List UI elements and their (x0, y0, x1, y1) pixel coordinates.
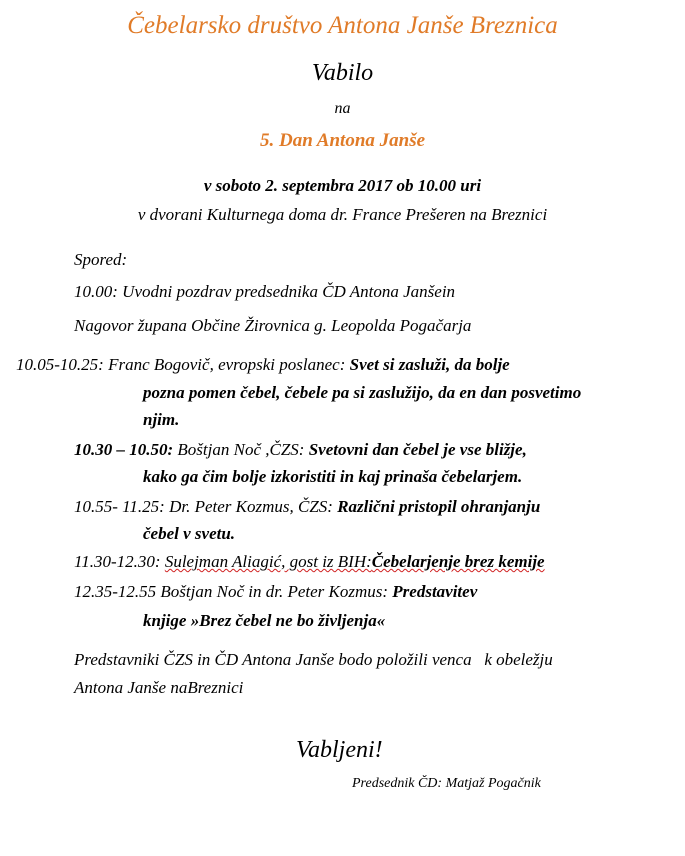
item3-title-line2: pozna pomen čebel, čebele pa si zaslužijo, da en dan posvetimo (143, 383, 582, 402)
program-heading: Spored: (74, 250, 128, 269)
item6-speaker: Sulejman Aliagić, gost iz BIH: (164, 552, 372, 571)
item6-time: 11.30-12.30: (74, 552, 161, 571)
invitation-heading: Vabilo (311, 60, 374, 86)
item6-title: Čebelarjenje brez kemije (371, 552, 545, 571)
program-item-4 (74, 440, 527, 460)
venue-line: v dvorani Kulturnega doma dr. France Prešeren na Breznici (137, 205, 548, 224)
item7-title-line2: knjige »Brez čebel ne bo življenja« (143, 611, 386, 630)
item3-speaker: Franc Bogovič, evropski poslanec: (108, 355, 346, 374)
program-item-1 (74, 282, 455, 302)
item3-title: Svet si zasluži, da bolje (349, 355, 510, 374)
closing-line-1: Predstavniki ČZS in ČD Antona Janše bodo položili venca k obeležju (74, 650, 553, 669)
program-item-7 (74, 582, 477, 602)
president-signature: Predsednik ČD: Matjaž Pogačnik (352, 776, 541, 791)
item5-title-line2: čebel v svetu. (143, 524, 236, 543)
program-item-5 (74, 497, 540, 517)
item5-title: Različni pristopil ohranjanju (337, 497, 541, 516)
item5-time: 10.55- 11.25: (74, 497, 165, 516)
item4-speaker: Boštjan Noč ,ČZS: (177, 440, 305, 459)
organization-title: Čebelarsko društvo Antona Janše Breznica (127, 12, 558, 39)
item1-time: 10.00: (74, 282, 118, 301)
item1-text: Uvodni pozdrav predsednika ČD Antona Janšein (122, 282, 456, 301)
item3-time: 10.05-10.25: (16, 355, 104, 374)
program-item-3 (16, 355, 510, 375)
closing-line-2: Antona Janše naBreznici (74, 678, 244, 697)
item7-title: Predstavitev (392, 582, 478, 601)
item7-time: 12.35-12.55 (74, 582, 157, 601)
item4-title: Svetovni dan čebel je vse bližje, (308, 440, 527, 459)
item4-title-line2: kako ga čim bolje izkoristiti in kaj prinaša čebelarjem. (143, 467, 523, 486)
program-item-6 (74, 552, 545, 572)
event-title: 5. Dan Antona Janše (259, 130, 426, 151)
item3-title-line3: njim. (143, 410, 180, 429)
program-item-2: Nagovor župana Občine Žirovnica g. Leopolda Pogačarja (74, 316, 472, 335)
date-line: v soboto 2. septembra 2017 ob 10.00 uri (203, 176, 482, 195)
na-text: na (334, 100, 351, 117)
item7-speaker: Boštjan Noč in dr. Peter Kozmus: (160, 582, 389, 601)
item5-speaker: Dr. Peter Kozmus, ČZS: (169, 497, 333, 516)
vabljeni-text: Vabljeni! (296, 737, 383, 763)
item4-time: 10.30 – 10.50: (74, 440, 174, 459)
